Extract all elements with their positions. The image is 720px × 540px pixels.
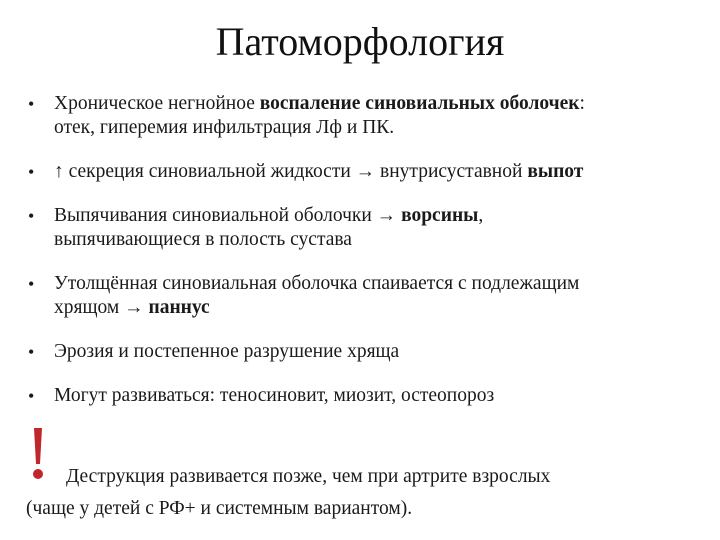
bullet-text: Могут развиваться: теносиновит, миозит, остеопороз [54,385,495,406]
bullet-text-part: Утолщённая синовиальная оболочка спаивается с подлежащим [54,273,580,294]
bullet-item-complications [28,384,718,408]
bullet-list [28,92,718,408]
bullet-dot-icon: • [28,206,35,226]
slide-title: Патоморфология [215,19,505,64]
bullet-item-inflammation [28,92,718,140]
exclamation-bar [34,428,42,464]
bullet-text-part: хрящом → [54,297,149,318]
bullet-text [54,93,585,138]
bullet-bold-text: ворсины [401,205,479,226]
bullet-dot-icon: • [28,162,35,182]
bullet-dot-icon: • [28,94,35,114]
bullet-text [54,205,483,250]
bullet-item-erosion [28,340,718,364]
bullet-text-line2: отек, гиперемия инфильтрация Лф и ПК. [54,117,395,138]
bullet-text-part: ↑ секреция синовиальной жидкости → внутрисуставной [54,161,528,182]
bullet-text-part: : [579,93,585,114]
bullet-bold-text: выпот [527,161,584,182]
note-line-1: Деструкция развивается позже, чем при артрите взрослых [66,466,551,487]
bullet-text-line2: выпячивающиеся в полость сустава [54,229,352,250]
bullet-text-part: Выпячивания синовиальной оболочки → [54,205,402,226]
bullet-bold-text: паннус [148,297,210,318]
bullet-dot-icon: • [28,386,35,406]
bullet-item-secretion [28,160,718,184]
bullet-text-part: Хроническое негнойное [54,93,260,114]
bullet-dot-icon: • [28,342,35,362]
bullet-text: Эрозия и постепенное разрушение хряща [54,341,400,362]
bullet-text-part: , [478,205,484,226]
bullet-text [54,161,583,182]
bullet-item-villi [28,204,718,252]
bullet-item-pannus [28,272,718,320]
note-line-2: (чаще у детей с РФ+ и системным вариантом). [26,498,413,519]
bullet-text [54,273,579,318]
bullet-dot-icon: • [28,274,35,294]
bullet-bold-text: воспаление синовиальных оболочек [259,93,580,114]
exclamation-icon [32,428,44,480]
exclamation-dot [33,469,43,479]
